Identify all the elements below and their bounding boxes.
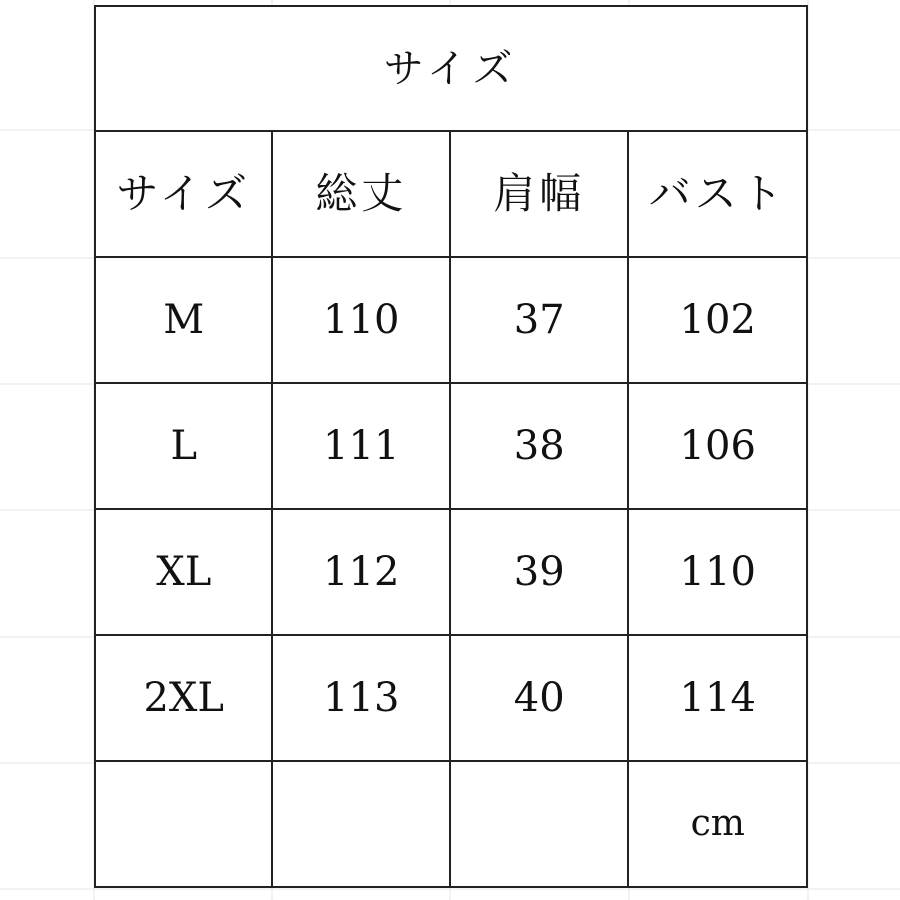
cell-shoulder-width: 37: [450, 257, 629, 383]
table-header-row: [95, 131, 807, 257]
header-total-length: 総丈: [272, 131, 449, 257]
unit-label: cm: [628, 761, 807, 887]
cell-shoulder-width: 39: [450, 509, 629, 635]
size-chart-table: [94, 5, 808, 888]
table-row: [95, 257, 807, 383]
cell-size: L: [95, 383, 272, 509]
cell-size: 2XL: [95, 635, 272, 761]
cell-bust: 106: [628, 383, 807, 509]
cell-size: XL: [95, 509, 272, 635]
cell-size: M: [95, 257, 272, 383]
header-size: サイズ: [95, 131, 272, 257]
empty-cell: [95, 761, 272, 887]
cell-total-length: 111: [272, 383, 449, 509]
header-shoulder-width: 肩幅: [450, 131, 629, 257]
empty-cell: [272, 761, 449, 887]
cell-bust: 110: [628, 509, 807, 635]
cell-total-length: 110: [272, 257, 449, 383]
cell-shoulder-width: 38: [450, 383, 629, 509]
table-title: サイズ: [95, 6, 807, 131]
header-bust: バスト: [628, 131, 807, 257]
table-title-row: [95, 6, 807, 131]
empty-cell: [450, 761, 629, 887]
table-row: [95, 383, 807, 509]
table-unit-row: [95, 761, 807, 887]
cell-total-length: 112: [272, 509, 449, 635]
cell-total-length: 113: [272, 635, 449, 761]
table-row: [95, 509, 807, 635]
table-row: [95, 635, 807, 761]
cell-shoulder-width: 40: [450, 635, 629, 761]
cell-bust: 102: [628, 257, 807, 383]
cell-bust: 114: [628, 635, 807, 761]
